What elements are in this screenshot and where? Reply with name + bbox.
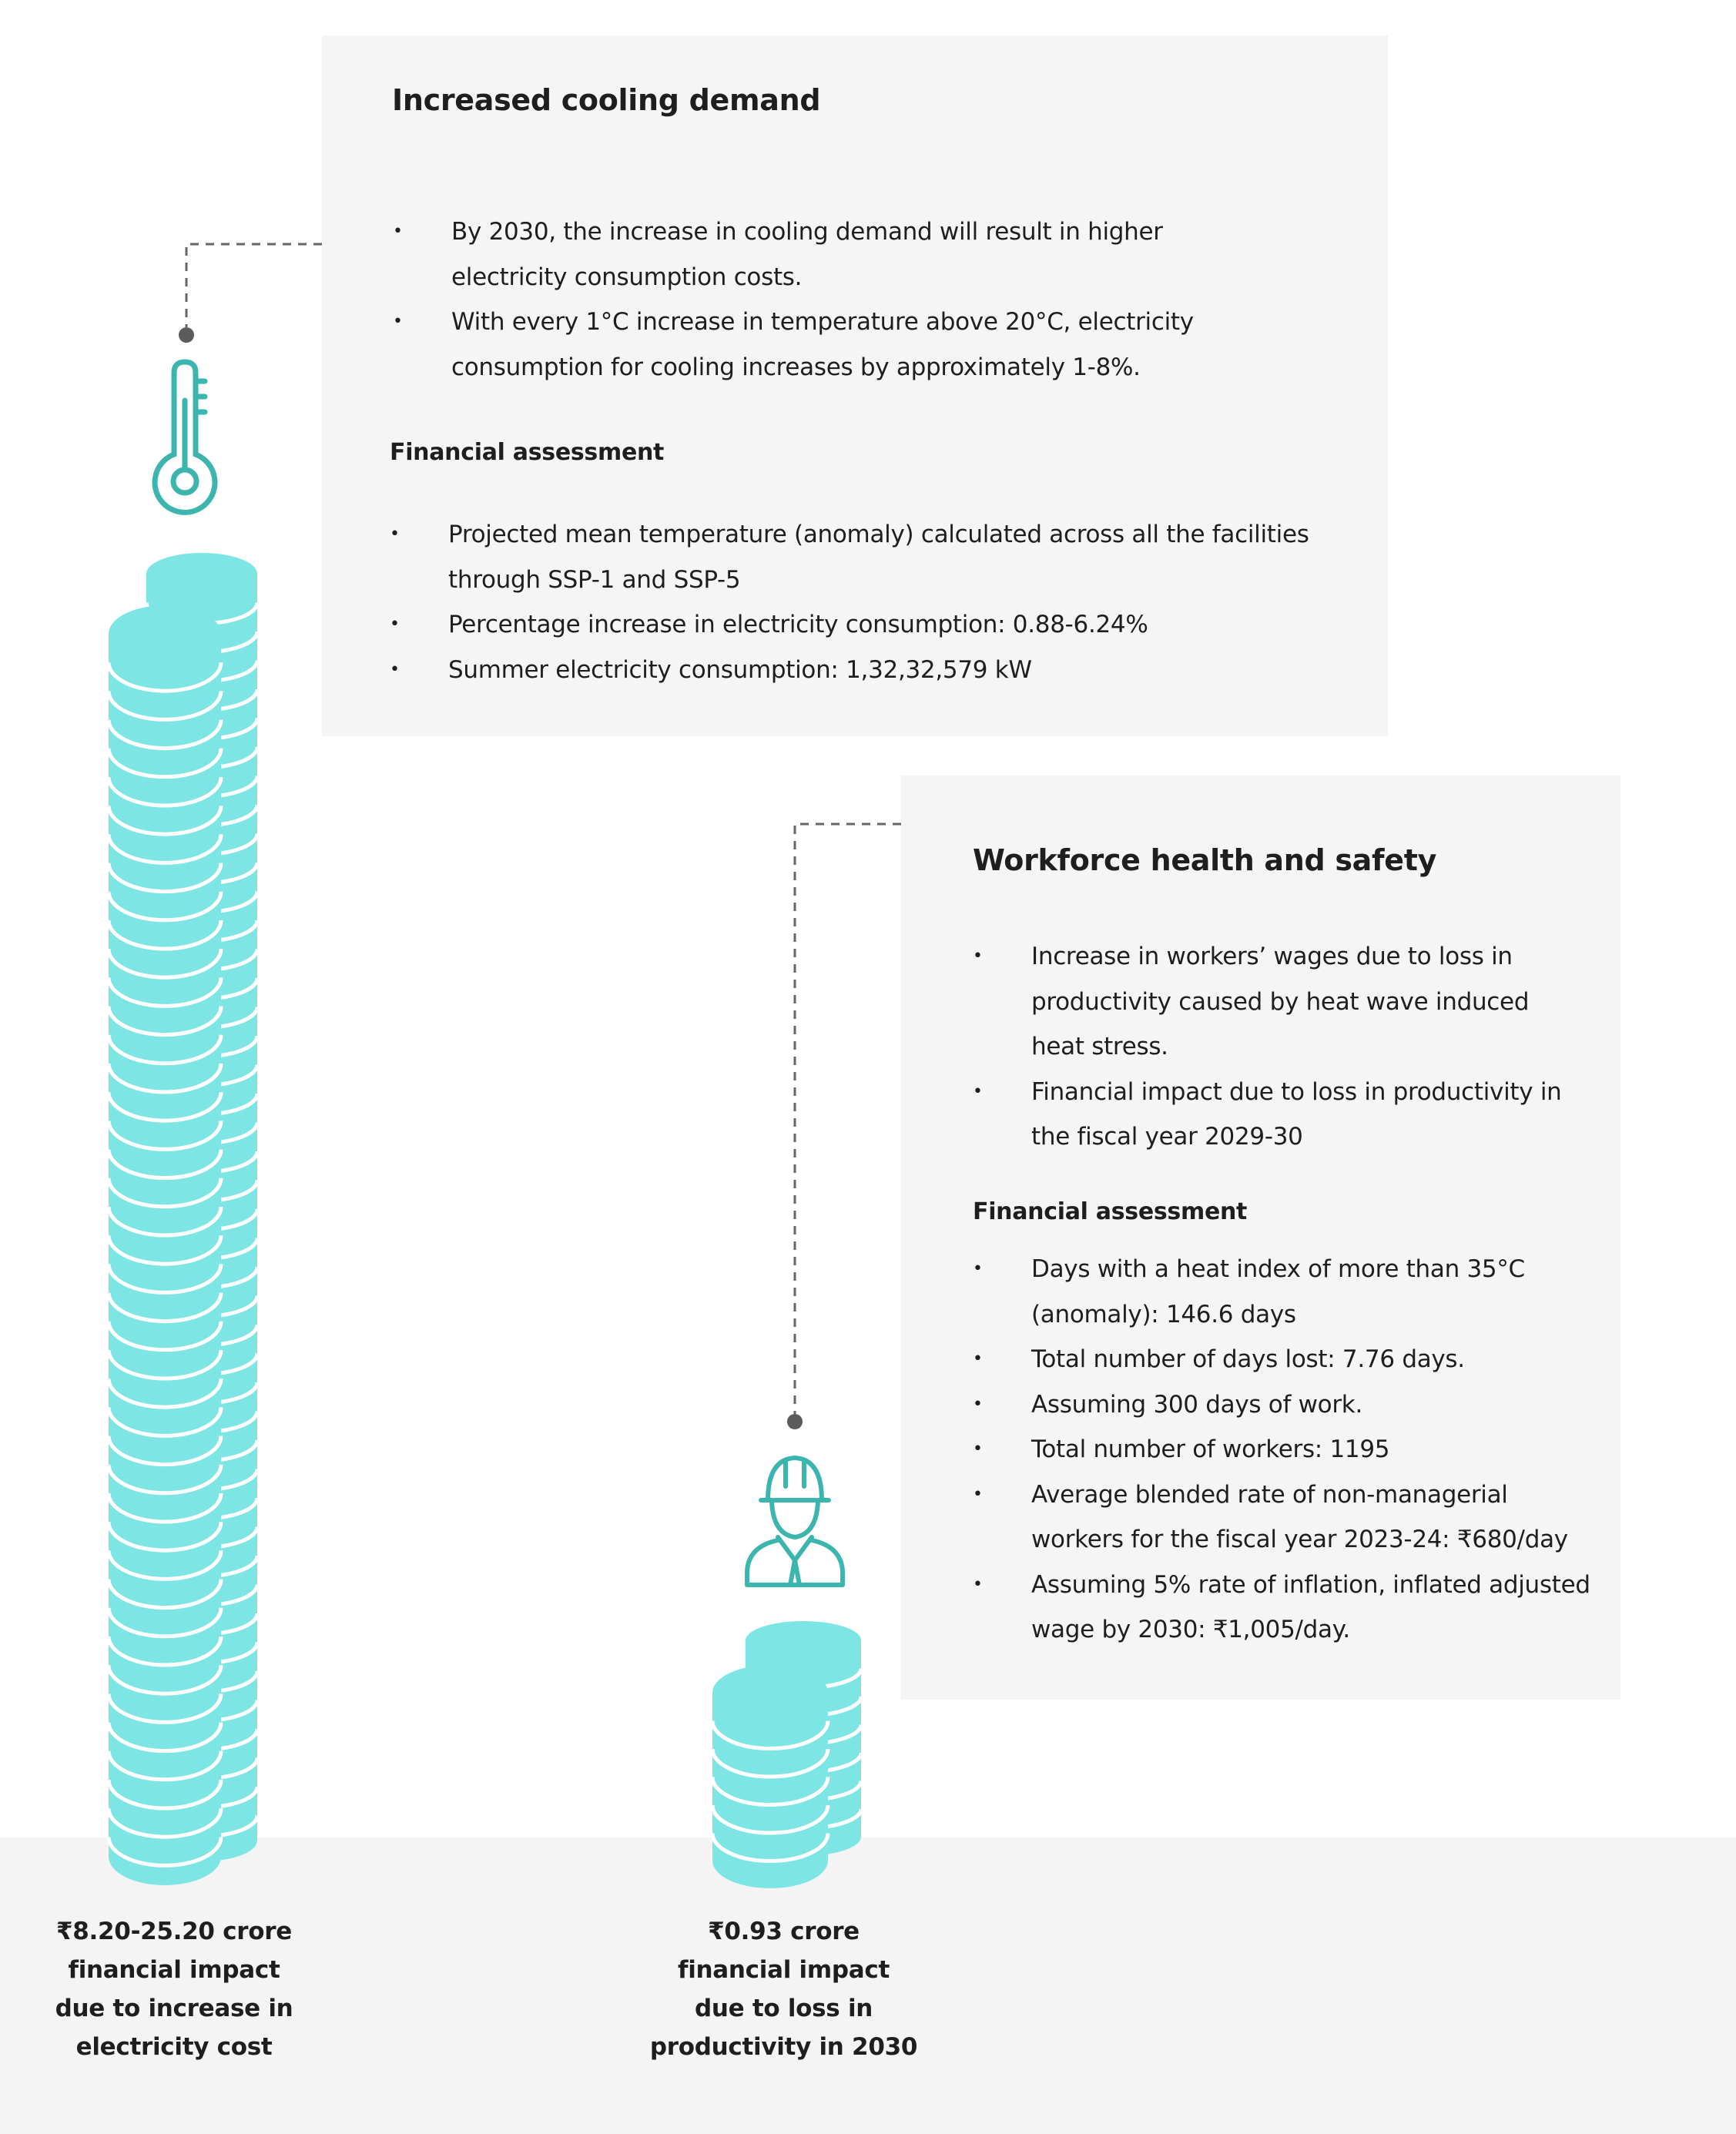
coin-top <box>146 553 257 595</box>
list-item: • With every 1°C increase in temperature above 20°C, electricity consumption for cooling increases by approximately 1-8%. <box>393 300 1279 390</box>
caption-line: ₹0.93 crore <box>708 1918 860 1945</box>
caption-line: financial impact <box>678 1956 890 1984</box>
list-item: • Summer electricity consumption: 1,32,32,579 kW <box>390 648 1314 693</box>
coin-stack-body <box>712 1693 828 1888</box>
thermometer-icon <box>155 362 215 512</box>
caption-line: ₹8.20-25.20 crore <box>56 1918 292 1945</box>
list-item: • Increase in workers’ wages due to loss in productivity caused by heat wave induced heat stress. <box>973 934 1589 1070</box>
workforce-assessment-title: Financial assessment <box>973 1198 1248 1225</box>
workforce-impact-caption <box>639 1912 928 2066</box>
list-item: • Days with a heat index of more than 35°C (anomaly): 146.6 days <box>973 1247 1604 1337</box>
list-item: • Projected mean temperature (anomaly) calculated across all the facilities through SSP-1 and SSP-5 <box>390 512 1314 602</box>
caption-line: due to increase in <box>55 1995 293 2022</box>
coin-top <box>712 1665 828 1720</box>
list-item: • By 2030, the increase in cooling demand will result in higher electricity consumption costs. <box>393 209 1279 300</box>
cooling-impact-caption <box>31 1912 317 2066</box>
caption-line: due to loss in <box>694 1995 873 2022</box>
list-item: • Assuming 5% rate of inflation, inflated adjusted wage by 2030: ₹1,005/day. <box>973 1563 1604 1653</box>
list-item: • Financial impact due to loss in productivity in the fiscal year 2029-30 <box>973 1070 1589 1160</box>
coin-top <box>109 605 221 662</box>
workforce-connector <box>795 824 901 1414</box>
coin-stack-cooling-front <box>109 605 221 1885</box>
connector-dot <box>179 327 194 343</box>
workforce-title: Workforce health and safety <box>973 843 1437 877</box>
cooling-connector <box>186 244 322 327</box>
list-item: • Average blended rate of non-managerial workers for the fiscal year 2023-24: ₹680/day <box>973 1472 1604 1563</box>
list-item: • Percentage increase in electricity consumption: 0.88-6.24% <box>390 602 1314 648</box>
list-item: • Total number of workers: 1195 <box>973 1427 1604 1472</box>
caption-line: productivity in 2030 <box>649 2033 918 2061</box>
caption-line: financial impact <box>68 1956 280 1984</box>
coin-stack-body <box>109 634 221 1885</box>
worker-helmet-icon <box>747 1458 843 1585</box>
connector-dot <box>787 1414 803 1429</box>
cooling-assessment-title: Financial assessment <box>390 439 665 466</box>
list-item: • Total number of days lost: 7.76 days. <box>973 1337 1604 1382</box>
coin-stack-workforce-front <box>712 1665 828 1888</box>
caption-line: electricity cost <box>75 2033 273 2061</box>
coin-top <box>746 1621 861 1660</box>
cooling-demand-title: Increased cooling demand <box>392 83 821 117</box>
list-item: • Assuming 300 days of work. <box>973 1382 1604 1428</box>
